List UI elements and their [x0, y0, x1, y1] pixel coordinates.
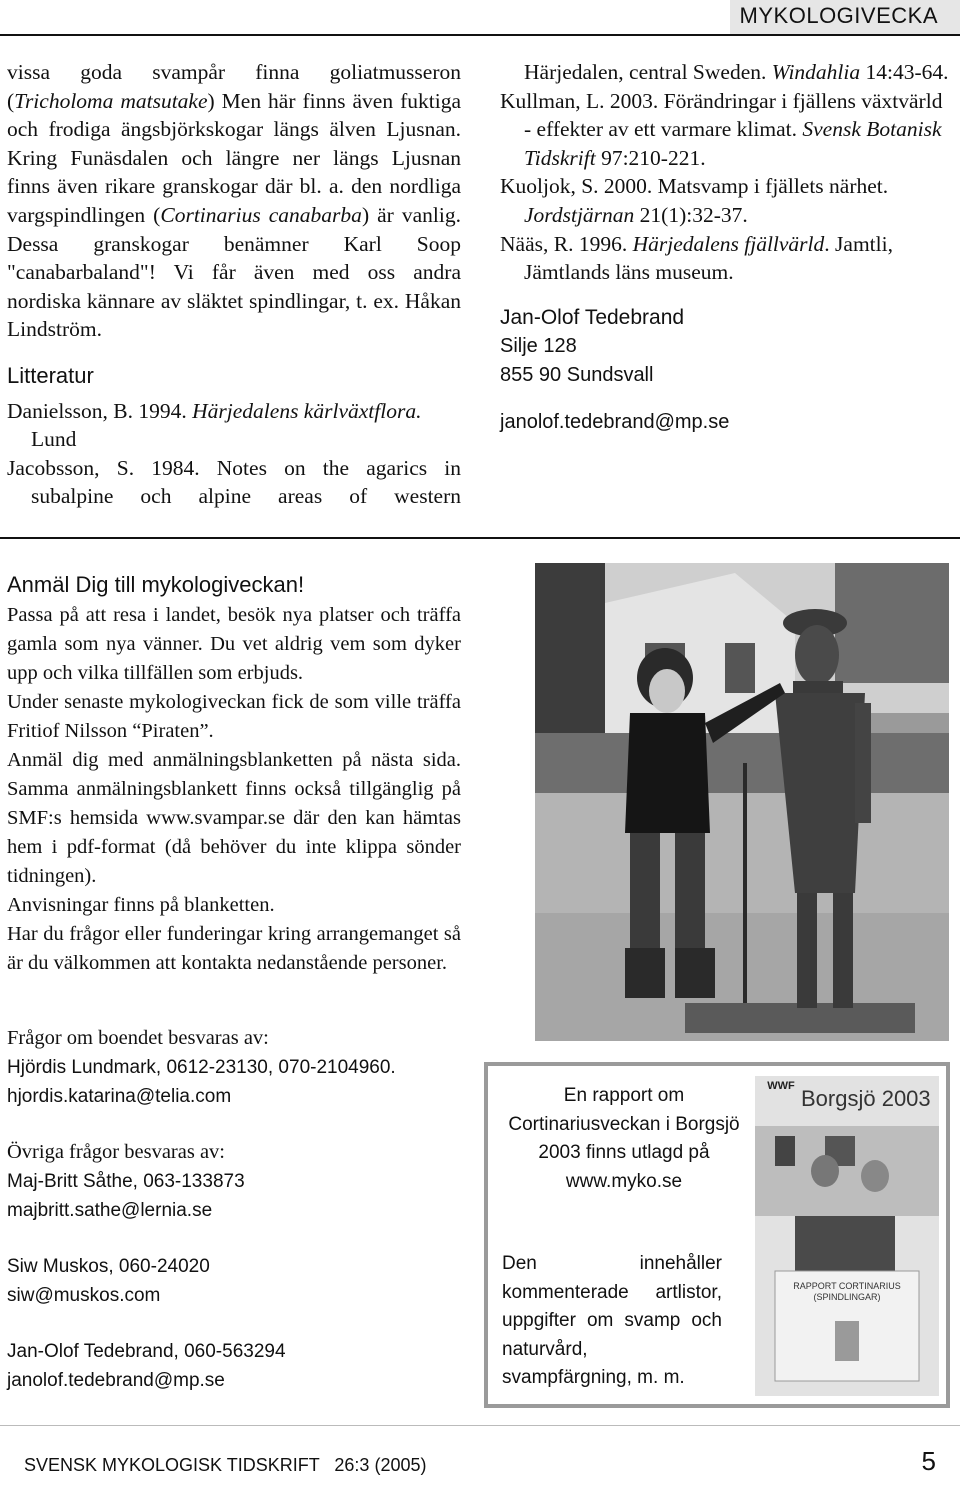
signup-paragraph: Under senaste mykologiveckan fick de som ville träffa Fritiof Nilsson “Piraten”. — [7, 691, 461, 742]
contacts-section — [7, 1024, 477, 1395]
signup-paragraph: Passa på att resa i landet, besök nya platser och träffa gamla som nya vänner. Du vet aldrig vem som dyker upp och vilka tillfällen som erbjuds. — [7, 604, 461, 684]
section-divider — [0, 537, 960, 539]
text: Härjedalen, central Sweden. — [524, 60, 772, 84]
species-name: Tricholoma matsutake — [14, 88, 208, 113]
journal-name: SVENSK MYKOLOGISK TIDSKRIFT 26:3 (2005) — [24, 1455, 427, 1475]
contact-email[interactable]: janolof.tedebrand@mp.se — [7, 1370, 225, 1391]
text: Lund — [31, 427, 77, 452]
cover-report-label: RAPPORT CORTINARIUS (SPINDLINGAR) — [793, 1281, 901, 1302]
text: Danielsson, B. 1994. — [7, 398, 193, 423]
reference-item: Jacobsson, S. 1984. Notes on the agarics in subalpine och alpine areas of western — [7, 455, 461, 509]
text: ) är vanlig. Dessa granskogar benämner Karl Soop "canabarbaland"! Vi får även med oss andra nordiska kännare av släktet spindlingar, t. ex. Håkan Lindström. — [7, 202, 461, 342]
text: ) Men här finns även fuktiga och frodiga ängsbjörkskogar längs älven Ljusnan. Kring Funäsdalen och längre ner längs Ljusnan finns även rikare granskogar där bl. a. den nordliga vargspindlingen ( — [7, 88, 461, 227]
reference-item — [500, 230, 952, 287]
author-name: Jan-Olof Tedebrand — [500, 305, 685, 329]
contact-name: Siw Muskos, 060-24020 — [7, 1256, 210, 1277]
intro-paragraph — [7, 58, 461, 344]
contact-name: Maj-Britt Såthe, 063-133873 — [7, 1171, 245, 1192]
wwf-logo: WWF — [767, 1080, 795, 1092]
reference-item — [500, 172, 952, 229]
author-street: Silje 128 — [500, 334, 577, 357]
text: vissa goda svampår finna goliatmusseron ( — [7, 60, 461, 113]
footer-divider — [0, 1425, 960, 1426]
contact-email[interactable]: siw@muskos.com — [7, 1285, 161, 1306]
reference-continuation — [500, 58, 952, 87]
text: . Jamtli, Jämtlands läns museum. — [524, 231, 893, 285]
contact-email[interactable]: majbritt.sathe@lernia.se — [7, 1200, 213, 1221]
text: 97:210-221. — [595, 145, 706, 170]
reference-item — [500, 87, 952, 173]
section-title: MYKOLOGIVECKA — [739, 3, 938, 28]
other-label: Övriga frågor besvaras av: — [7, 1141, 226, 1163]
journal-name: Jordstjärnan — [524, 202, 635, 227]
journal-name: Windahlia — [771, 60, 861, 84]
author-block — [500, 303, 952, 437]
signup-heading: Anmäl Dig till mykologiveckan! — [7, 572, 305, 597]
signup-section — [7, 570, 461, 978]
text: Kuoljok, S. 2000. Matsvamp i fjällets närhet. — [500, 174, 889, 199]
reference-title: Härjedalens fjällvärld — [632, 231, 825, 256]
author-email[interactable]: janolof.tedebrand@mp.se — [500, 410, 730, 433]
statue-photo — [535, 563, 949, 1041]
housing-label: Frågor om boendet besvaras av: — [7, 1027, 269, 1049]
reference-title: Härjedalens kärlväxtflora. — [192, 398, 422, 423]
contact-email[interactable]: hjordis.katarina@telia.com — [7, 1086, 232, 1107]
signup-paragraph: Anvisningar finns på blanketten. — [7, 894, 275, 916]
header-divider — [0, 34, 960, 36]
page-number: 5 — [921, 1446, 936, 1476]
author-city: 855 90 Sundsvall — [500, 363, 654, 386]
photo-image — [535, 563, 949, 1041]
reference-item — [7, 397, 461, 454]
text: Nääs, R. 1996. — [500, 231, 633, 256]
journal-name: Svensk Botanisk Tidskrift — [524, 117, 942, 170]
literature-heading: Litteratur — [7, 362, 94, 388]
report-description: Den innehåller kommenterade artlistor, uppgifter om svamp och naturvård, svampfärgning, m. m. — [502, 1253, 722, 1389]
left-column — [7, 58, 461, 511]
signup-paragraph: Anmäl dig med anmälningsblanketten på nästa sida. Samma anmälningsblankett finns också tillgänglig på SMF:s hemsida www.svampar.se där den kan hämtas hem i pdf-format (då behöver du inte klippa sönder tidningen). — [7, 749, 461, 887]
right-column — [500, 58, 952, 437]
text: 21(1):32-37. — [634, 202, 748, 227]
section-banner — [730, 0, 960, 34]
species-name: Cortinarius canabarba — [160, 202, 362, 227]
signup-paragraph: Har du frågor eller funderingar kring arrangemanget så är du välkommen att kontakta nedanstående personer. — [7, 923, 461, 974]
cover-art — [755, 1076, 939, 1396]
text: Kullman, L. 2003. Förändringar i fjällens växtvärld - effekter av ett varmare klimat. — [500, 88, 943, 142]
contact-name: Hjördis Lundmark, 0612-23130, 070-2104960. — [7, 1057, 396, 1078]
cover-title: Borgsjö 2003 — [801, 1086, 931, 1111]
report-cover-image — [755, 1076, 939, 1396]
text: 14:43-64. — [860, 60, 949, 84]
report-announcement: En rapport om Cortinariusveckan i Borgsjö 2003 finns utlagd på www.myko.se — [508, 1085, 740, 1192]
contact-name: Jan-Olof Tedebrand, 060-563294 — [7, 1341, 286, 1362]
